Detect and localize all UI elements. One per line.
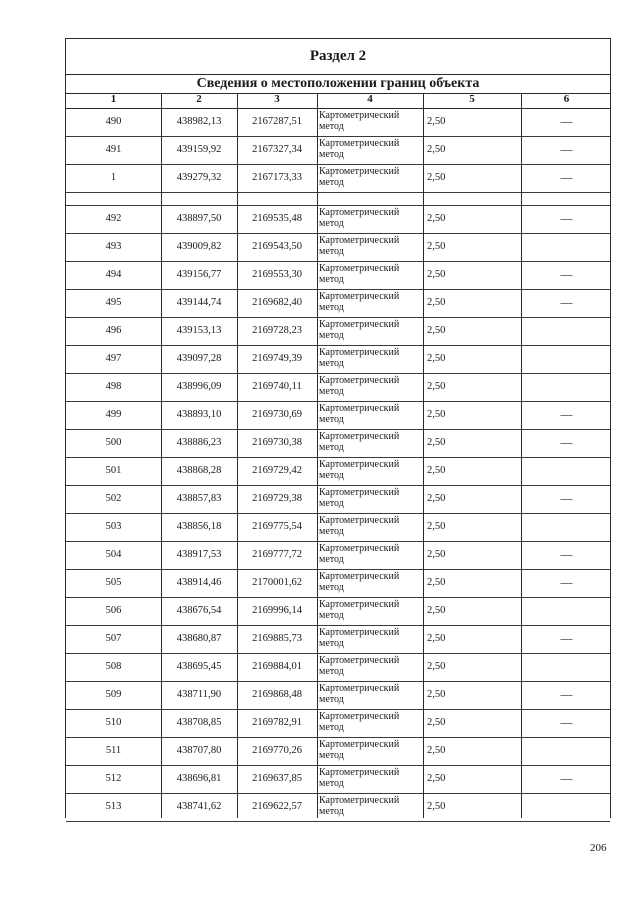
accuracy-cell: 2,50 <box>427 409 446 420</box>
accuracy-cell: 2,50 <box>427 241 446 252</box>
coord-y-cell: 2169543,50 <box>252 241 302 252</box>
coord-x-cell: 438897,50 <box>176 213 222 224</box>
accuracy-cell: 2,50 <box>427 381 446 392</box>
coord-y-cell: 2169775,54 <box>252 521 302 532</box>
coord-y-cell: 2169535,48 <box>252 213 302 224</box>
coord-x-cell: 439153,13 <box>176 325 222 336</box>
coord-x-cell: 438982,13 <box>176 116 222 127</box>
point-number-cell: 497 <box>105 353 122 364</box>
point-number-cell: 509 <box>105 689 122 700</box>
method-cell: Картометрический метод <box>319 627 400 649</box>
column-header-5: 5 <box>469 93 475 105</box>
coord-x-cell: 439144,74 <box>176 297 222 308</box>
table-row <box>66 681 610 710</box>
method-cell: Картометрический метод <box>319 795 400 817</box>
accuracy-cell: 2,50 <box>427 605 446 616</box>
page-number: 206 <box>590 842 607 854</box>
accuracy-cell: 2,50 <box>427 297 446 308</box>
point-number-cell: 492 <box>105 213 122 224</box>
col6-cell: — <box>560 114 573 128</box>
accuracy-cell: 2,50 <box>427 353 446 364</box>
coord-y-cell: 2169729,42 <box>252 465 302 476</box>
coord-y-cell: 2169777,72 <box>252 549 302 560</box>
table-row <box>66 737 610 766</box>
coord-x-cell: 438914,46 <box>176 577 222 588</box>
col6-cell: — <box>560 267 573 281</box>
col6-cell: — <box>560 575 573 589</box>
point-number-cell: 511 <box>105 745 122 756</box>
col6-cell: — <box>560 687 573 701</box>
coord-y-cell: 2169682,40 <box>252 297 302 308</box>
accuracy-cell: 2,50 <box>427 437 446 448</box>
table-row <box>66 597 610 626</box>
coord-x-cell: 438741,62 <box>176 801 222 812</box>
method-cell: Картометрический метод <box>319 263 400 285</box>
method-cell: Картометрический метод <box>319 767 400 789</box>
coord-y-cell: 2169729,38 <box>252 493 302 504</box>
coord-y-cell: 2169728,23 <box>252 325 302 336</box>
coord-x-cell: 438868,28 <box>176 465 222 476</box>
method-cell: Картометрический метод <box>319 739 400 761</box>
method-cell: Картометрический метод <box>319 166 400 188</box>
coord-y-cell: 2169730,38 <box>252 437 302 448</box>
coord-x-cell: 438893,10 <box>176 409 222 420</box>
point-number-cell: 512 <box>105 773 122 784</box>
point-number-cell: 505 <box>105 577 122 588</box>
column-header-1: 1 <box>110 93 117 105</box>
accuracy-cell: 2,50 <box>427 633 446 644</box>
col6-cell: — <box>560 142 573 156</box>
column-header-3: 3 <box>274 93 280 105</box>
accuracy-cell: 2,50 <box>427 689 446 700</box>
accuracy-cell: 2,50 <box>427 465 446 476</box>
table-row <box>66 136 610 165</box>
coord-y-cell: 2169637,85 <box>252 773 302 784</box>
method-cell: Картометрический метод <box>319 515 400 537</box>
coord-y-cell: 2167327,34 <box>252 144 302 155</box>
table-row <box>66 457 610 486</box>
accuracy-cell: 2,50 <box>427 269 446 280</box>
coord-x-cell: 438886,23 <box>176 437 222 448</box>
coord-x-cell: 439097,28 <box>176 353 222 364</box>
coord-y-cell: 2167173,33 <box>252 172 302 183</box>
table-row <box>66 317 610 346</box>
column-divider <box>423 93 424 818</box>
col6-cell: — <box>560 547 573 561</box>
accuracy-cell: 2,50 <box>427 745 446 756</box>
point-number-cell: 494 <box>105 269 122 280</box>
point-number-cell: 510 <box>105 717 122 728</box>
coord-y-cell: 2169885,73 <box>252 633 302 644</box>
point-number-cell: 507 <box>105 633 122 644</box>
point-number-cell: 513 <box>105 801 122 812</box>
accuracy-cell: 2,50 <box>427 521 446 532</box>
point-number-cell: 496 <box>105 325 122 336</box>
method-cell: Картометрический метод <box>319 599 400 621</box>
coord-x-cell: 439159,92 <box>176 144 222 155</box>
point-number-cell: 491 <box>105 144 122 155</box>
boundary-table <box>65 38 611 818</box>
column-header-row <box>66 93 610 109</box>
coord-x-cell: 438676,54 <box>176 605 222 616</box>
coord-x-cell: 439156,77 <box>176 269 222 280</box>
method-cell: Картометрический метод <box>319 459 400 481</box>
coord-x-cell: 438707,80 <box>176 745 222 756</box>
coord-y-cell: 2169730,69 <box>252 409 302 420</box>
method-cell: Картометрический метод <box>319 683 400 705</box>
method-cell: Картометрический метод <box>319 403 400 425</box>
coord-x-cell: 438696,81 <box>176 773 222 784</box>
group-separator <box>66 192 610 206</box>
table-row <box>66 541 610 570</box>
method-cell: Картометрический метод <box>319 110 400 132</box>
table-row <box>66 765 610 794</box>
accuracy-cell: 2,50 <box>427 493 446 504</box>
accuracy-cell: 2,50 <box>427 717 446 728</box>
coord-x-cell: 438917,53 <box>176 549 222 560</box>
accuracy-cell: 2,50 <box>427 577 446 588</box>
column-header-4: 4 <box>367 93 373 105</box>
coord-y-cell: 2170001,62 <box>252 577 302 588</box>
coord-x-cell: 438856,18 <box>176 521 222 532</box>
table-row <box>66 429 610 458</box>
table-row <box>66 261 610 290</box>
method-cell: Картометрический метод <box>319 571 400 593</box>
coord-y-cell: 2169782,91 <box>252 717 302 728</box>
coord-x-cell: 438708,85 <box>176 717 222 728</box>
col6-cell: — <box>560 771 573 785</box>
method-cell: Картометрический метод <box>319 207 400 229</box>
table-row <box>66 373 610 402</box>
accuracy-cell: 2,50 <box>427 801 446 812</box>
accuracy-cell: 2,50 <box>427 116 446 127</box>
col6-cell: — <box>560 715 573 729</box>
method-cell: Картометрический метод <box>319 711 400 733</box>
table-row <box>66 108 610 137</box>
coord-y-cell: 2169749,39 <box>252 353 302 364</box>
coord-x-cell: 438695,45 <box>176 661 222 672</box>
col6-cell: — <box>560 435 573 449</box>
accuracy-cell: 2,50 <box>427 213 446 224</box>
point-number-cell: 504 <box>105 549 122 560</box>
col6-cell: — <box>560 170 573 184</box>
column-divider <box>521 93 522 818</box>
column-divider <box>317 93 318 818</box>
column-header-2: 2 <box>196 93 202 105</box>
table-row <box>66 345 610 374</box>
coord-y-cell: 2167287,51 <box>252 116 302 127</box>
method-cell: Картометрический метод <box>319 375 400 397</box>
table-subtitle: Сведения о местоположении границ объекта <box>66 74 610 94</box>
coord-x-cell: 439009,82 <box>176 241 222 252</box>
accuracy-cell: 2,50 <box>427 773 446 784</box>
column-header-6: 6 <box>563 93 570 105</box>
coord-y-cell: 2169553,30 <box>252 269 302 280</box>
method-cell: Картометрический метод <box>319 487 400 509</box>
table-row <box>66 793 610 822</box>
method-cell: Картометрический метод <box>319 319 400 341</box>
point-number-cell: 490 <box>105 116 122 127</box>
col6-cell: — <box>560 407 573 421</box>
section-title: Раздел 2 <box>66 39 610 75</box>
coord-x-cell: 438680,87 <box>176 633 222 644</box>
method-cell: Картометрический метод <box>319 347 400 369</box>
method-cell: Картометрический метод <box>319 235 400 257</box>
method-cell: Картометрический метод <box>319 138 400 160</box>
coord-y-cell: 2169996,14 <box>252 605 302 616</box>
point-number-cell: 508 <box>105 661 122 672</box>
coord-y-cell: 2169740,11 <box>252 381 302 392</box>
table-row <box>66 569 610 598</box>
coord-y-cell: 2169884,01 <box>252 661 302 672</box>
point-number-cell: 500 <box>105 437 122 448</box>
point-number-cell: 501 <box>105 465 122 476</box>
table-row <box>66 233 610 262</box>
col6-cell: — <box>560 295 573 309</box>
point-number-cell: 502 <box>105 493 122 504</box>
method-cell: Картометрический метод <box>319 431 400 453</box>
point-number-cell: 495 <box>105 297 122 308</box>
point-number-cell: 1 <box>110 172 117 183</box>
column-divider <box>237 93 238 818</box>
col6-cell: — <box>560 211 573 225</box>
point-number-cell: 506 <box>105 605 122 616</box>
coord-y-cell: 2169770,26 <box>252 745 302 756</box>
table-row <box>66 289 610 318</box>
table-row <box>66 164 610 193</box>
coord-x-cell: 439279,32 <box>176 172 222 183</box>
col6-cell: — <box>560 631 573 645</box>
accuracy-cell: 2,50 <box>427 325 446 336</box>
table-row <box>66 513 610 542</box>
coord-x-cell: 438996,09 <box>176 381 222 392</box>
accuracy-cell: 2,50 <box>427 172 446 183</box>
point-number-cell: 499 <box>105 409 122 420</box>
table-row <box>66 625 610 654</box>
method-cell: Картометрический метод <box>319 291 400 313</box>
table-row <box>66 205 610 234</box>
method-cell: Картометрический метод <box>319 543 400 565</box>
point-number-cell: 493 <box>105 241 122 252</box>
accuracy-cell: 2,50 <box>427 549 446 560</box>
coord-y-cell: 2169868,48 <box>252 689 302 700</box>
coord-x-cell: 438711,90 <box>176 689 222 700</box>
method-cell: Картометрический метод <box>319 655 400 677</box>
accuracy-cell: 2,50 <box>427 144 446 155</box>
col6-cell: — <box>560 491 573 505</box>
point-number-cell: 498 <box>105 381 122 392</box>
table-row <box>66 401 610 430</box>
coord-y-cell: 2169622,57 <box>252 801 302 812</box>
table-row <box>66 653 610 682</box>
accuracy-cell: 2,50 <box>427 661 446 672</box>
column-divider <box>161 93 162 818</box>
point-number-cell: 503 <box>105 521 122 532</box>
table-row <box>66 709 610 738</box>
coord-x-cell: 438857,83 <box>176 493 222 504</box>
table-row <box>66 485 610 514</box>
